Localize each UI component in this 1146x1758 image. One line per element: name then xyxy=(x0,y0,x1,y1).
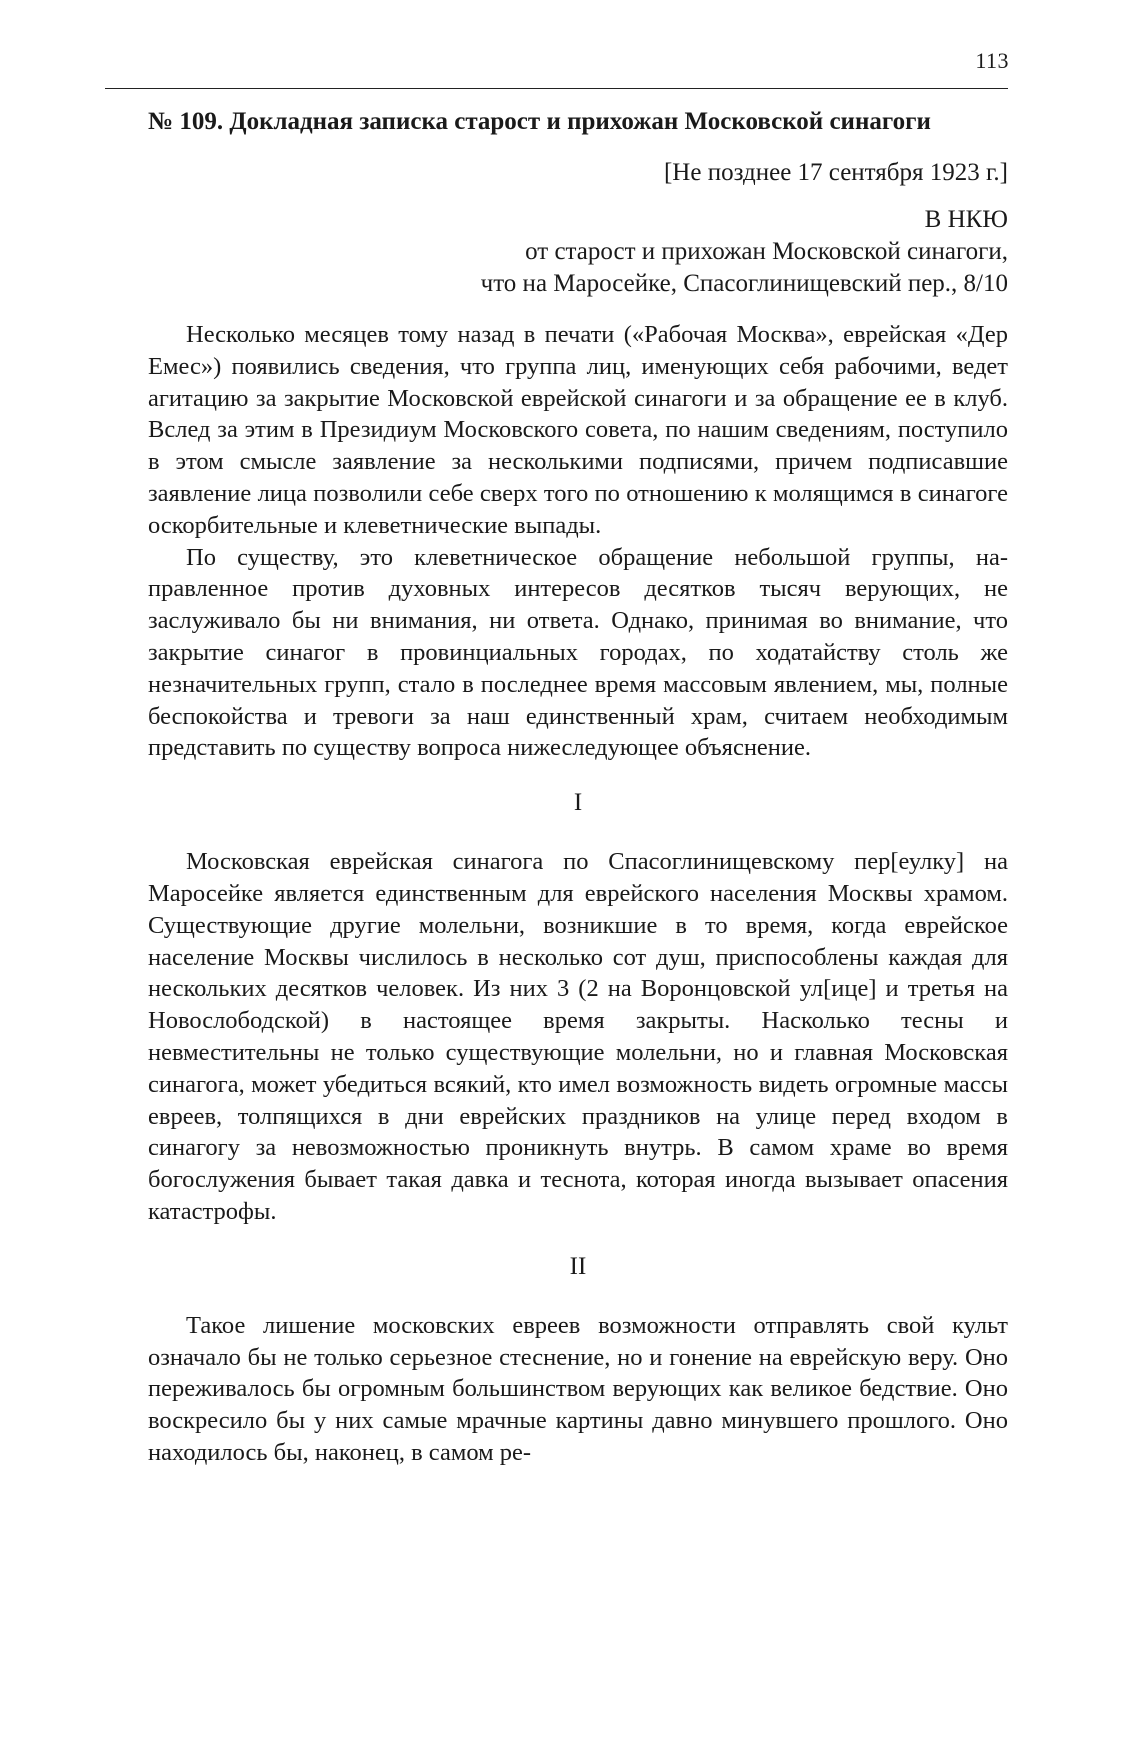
header-rule xyxy=(105,88,1008,89)
section-heading-2: II xyxy=(569,1252,587,1280)
document-title: № 109. Докладная записка старост и прихожан Московской синагоги xyxy=(148,108,931,135)
addressee-block xyxy=(148,204,1008,300)
document-date: [Не позднее 17 сентября 1923 г.] xyxy=(663,159,1008,186)
addressee-from-line-1: от старост и прихожан Московской синагоги, xyxy=(525,238,1008,265)
intro-paragraph-2: По существу, это клеветническое обращение небольшой группы, направленное против духовных интересов десятков тысяч верующих, не заслуживало бы ни внимания, ни ответа. Однако, принимая во внимание, что закрытие синагог в провинциальных городах, по ходатайству столь же незначительных групп, стало в последнее время массовым явлением, мы, полные беспокойства и тревоги за наш единственный храм, считаем необходимым представить по существу вопроса нижеследующее объяснение. xyxy=(148,543,1008,762)
page-number: 113 xyxy=(975,48,1009,73)
addressee-to: В НКЮ xyxy=(924,206,1008,233)
section-heading-1: I xyxy=(573,789,583,817)
section-2-paragraph: Такое лишение московских евреев возможности отправлять свой культ означало бы не только серьезное стеснение, но и гонение на еврейскую веру. Оно переживалось бы огромным большинством верующих как великое бедствие. Оно воскресило бы у них самые мрачные картины давно минувшего прошлого. Оно находилось бы, наконец, в самом ре- xyxy=(148,1311,1008,1466)
document-body xyxy=(148,104,1008,1469)
section-1-paragraph: Московская еврейская синагога по Спасоглинищевскому пер[еулку] на Маросейке является единственным для еврейского населения Москвы храмом. Существующие другие молельни, возникшие в то время, когда еврейское население Москвы числилось в несколько сот душ, приспособлены каждая для нескольких десятков человек. Из них 3 (2 на Воронцовской ул[ице] и третья на Новослободской) в настоящее время закрыты. Насколько тесны и невместительны не только существующие молельни, но и главная Московская синагога, может убедиться всякий, кто имел возможность видеть огромные массы евреев, толпящихся в дни еврейских праздников на улице перед входом в синагогу за невозможностью проникнуть внутрь. В самом храме во время богослужения бывает такая давка и теснота, которая иногда вызывает опасения катастрофы. xyxy=(148,848,1008,1225)
addressee-from-line-2: что на Маросейке, Спасоглинищевский пер., 8/10 xyxy=(480,270,1008,297)
intro-paragraph-1: Несколько месяцев тому назад в печати («Рабочая Москва», еврейская «Дер Емес») появились сведения, что группа лиц, именующих себя рабочими, ведет агитацию за закрытие Московской еврейской синагоги и за обращение ее в клуб. Вслед за этим в Президиум Московского совета, по нашим сведениям, поступило в этом смысле заявление за несколькими подписями, причем подписавшие заявление лица позволили себе сверх того по отношению к молящимся в синагоге оскорбительные и клеветнические выпады. xyxy=(148,321,1008,539)
